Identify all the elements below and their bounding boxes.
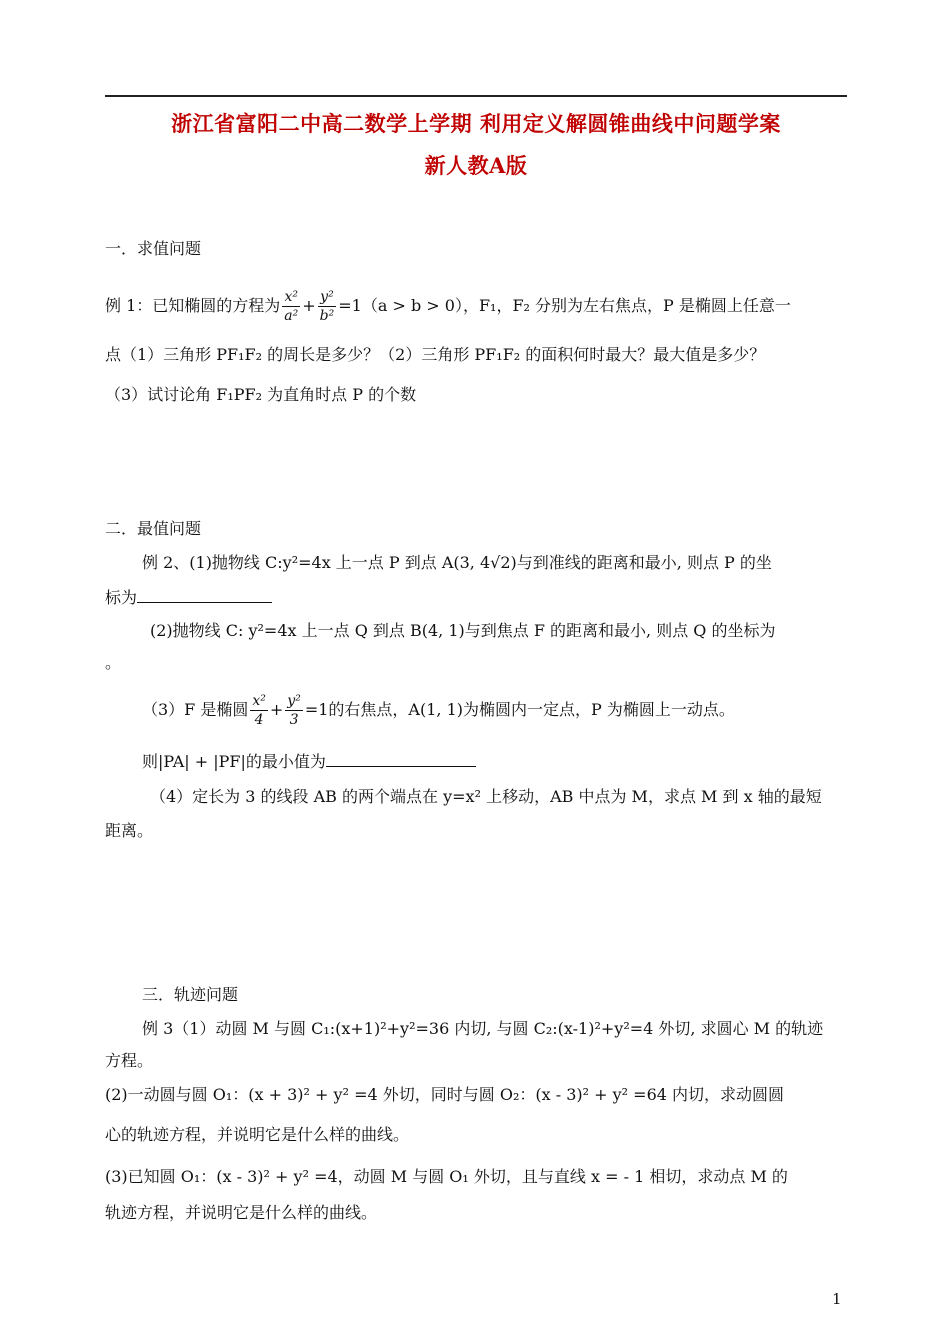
ex2-min-label: 则|PA| + |PF|的最小值为 <box>142 752 326 771</box>
example-3-line-3: (2)一动圆与圆 O₁：(x + 3)² + y² =4 外切，同时与圆 O₂：(x - 3)² + y² =64 内切，求动圆圆 <box>105 1085 785 1104</box>
example-2-line-7: （4）定长为 3 的线段 AB 的两个端点在 y=x² 上移动，AB 中点为 M，求点 M 到 x 轴的最短 <box>150 787 822 806</box>
example-2-line-1: 例 2、(1)抛物线 C:y²=4x 上一点 P 到点 A(3, 4√2)与到准线的距离和最小, 则点 P 的坐 <box>142 553 772 572</box>
ex2-part3-prefix: （3）F 是椭圆 <box>142 700 249 719</box>
example-3-line-5: (3)已知圆 O₁：(x - 3)² + y² =4，动圆 M 与圆 O₁ 外切，且与直线 x = - 1 相切，求动点 M 的 <box>105 1167 788 1186</box>
fraction-x-over-4: $\frac{\text{x²}}{4}$ <box>252 693 266 728</box>
example-1-line-2: 点（1）三角形 PF₁F₂ 的周长是多少？（2）三角形 PF₁F₂ 的面积何时最大？最大值是多少？ <box>105 345 766 364</box>
example-3-line-1: 例 3（1）动圆 M 与圆 C₁:(x+1)²+y²=36 内切, 与圆 C₂:(x-1)²+y²=4 外切, 求圆心 M 的轨迹 <box>142 1019 824 1038</box>
fraction-y-over-3: $\frac{\text{y²}}{3}$ <box>287 693 301 728</box>
page-number: 1 <box>832 1290 842 1308</box>
example-3-line-2: 方程。 <box>105 1051 154 1070</box>
example-2-line-2 <box>105 586 272 609</box>
example-2-line-4: 。 <box>105 653 122 672</box>
ex2-answer-label: 标为 <box>105 588 138 607</box>
ex1-prefix: 例 1：已知椭圆的方程为 <box>105 296 281 315</box>
example-2-line-6 <box>142 750 476 773</box>
answer-blank-2[interactable] <box>326 750 476 767</box>
section-heading-1: 一．求值问题 <box>105 239 202 258</box>
example-1-line-1 <box>105 288 791 325</box>
section-heading-2: 二．最值问题 <box>105 519 202 538</box>
plus-sign: + <box>302 296 316 315</box>
ex2-part3-text: =1的右焦点，A(1, 1)为椭圆内一定点，P 为椭圆上一动点。 <box>304 700 735 719</box>
ex1-condition: =1（a > b > 0），F₁，F₂ 分别为左右焦点，P 是椭圆上任意一 <box>338 296 791 315</box>
section-heading-3: 三．轨迹问题 <box>142 985 239 1004</box>
fraction-x-over-a: $\frac{\text{x²}}{\text{a²}}$ <box>284 289 299 324</box>
example-2-line-8: 距离。 <box>105 821 154 840</box>
example-3-line-4: 心的轨迹方程，并说明它是什么样的曲线。 <box>105 1125 410 1144</box>
header-rule <box>105 95 847 97</box>
example-2-line-3: (2)抛物线 C: y²=4x 上一点 Q 到点 B(4, 1)与到焦点 F 的距离和最小, 则点 Q 的坐标为 <box>150 621 776 640</box>
example-3-line-6: 轨迹方程，并说明它是什么样的曲线。 <box>105 1203 378 1222</box>
example-1-line-3: （3）试讨论角 F₁PF₂ 为直角时点 P 的个数 <box>105 385 417 404</box>
answer-blank-1[interactable] <box>137 586 272 603</box>
example-2-line-5 <box>142 692 735 729</box>
fraction-y-over-b: $\frac{\text{y²}}{\text{b²}}$ <box>319 289 335 324</box>
title-line-1: 浙江省富阳二中高二数学上学期 利用定义解圆锥曲线中问题学案 <box>171 111 781 136</box>
title-line-2: 新人教A版 <box>424 153 528 178</box>
plus-sign-2: + <box>269 700 284 719</box>
